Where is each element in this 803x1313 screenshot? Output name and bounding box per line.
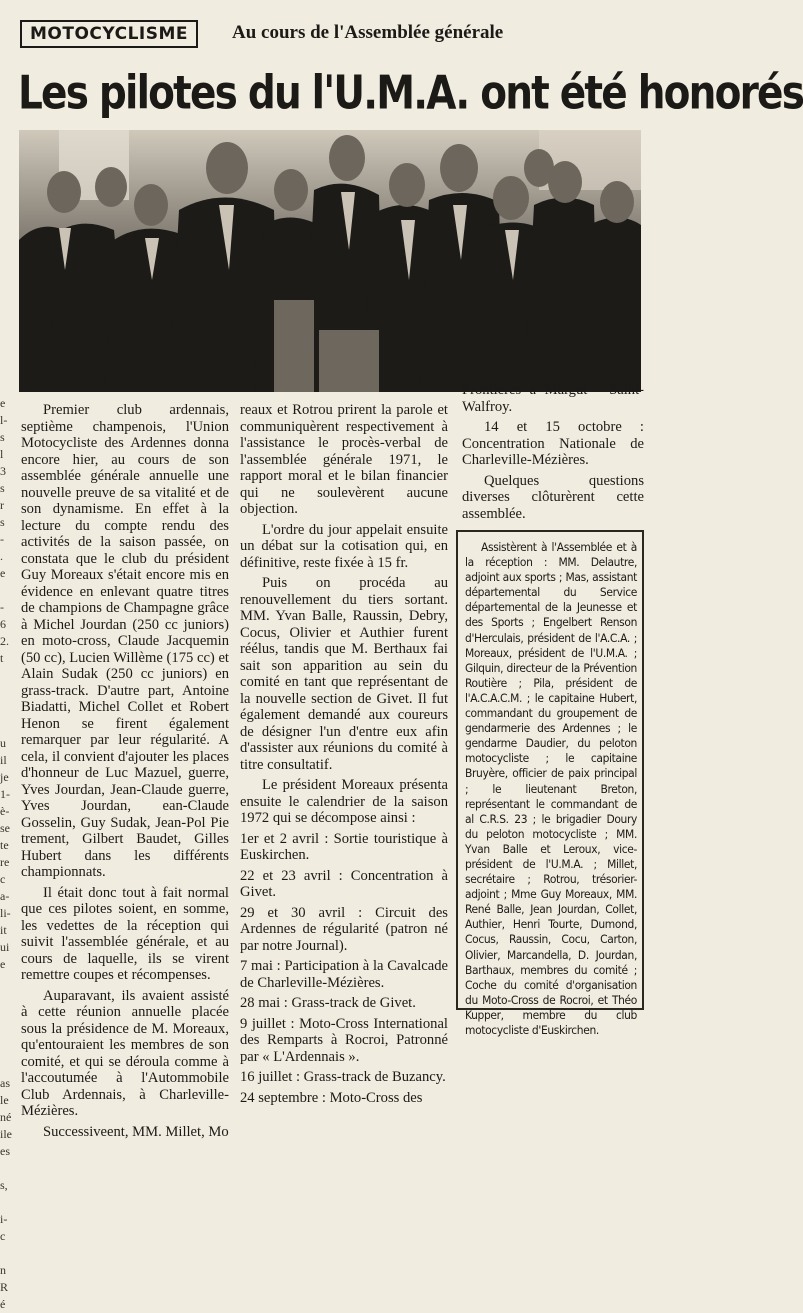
attendees-text: Assistèrent à l'Assemblée et à la réception : MM. Delautre, adjoint aux sports ; Mas, assistant départemental du Service départemental de la Jeunesse et des Sports ; Engelbert Renson d'Herculais, président de l'A.C.A. ; Moreaux, président de l'U.M.A. ; Gilquin, directeur de la Prévention Routière ; Pila, président de l'A.C.A.C.M. ; le capitaine Hubert, commandant du groupement de gendarmerie des Ardennes ; le gendarme Daudier, du peloton motocycliste ; le capitaine Bruyère, officier de paix principal ; le lieutenant Breton, représentant le commandant de al C.R.S. 23 ; le brigadier Doury du peloton motocycliste ; MM. Yvan Balle et Leroux, vice-président de l'U.M.A. ; Millet, secrétaire ; Rotrou, trésorier-adjoint ; Mme Guy Moreaux, MM. René Balle, Jean Jourdan, Collet, Authier, Henri Tourte, Dumond, Cocus, Raussin, Cocu, Carton, Olivier, Marcandella, D. Jourdan, Barthaux, membres du comité ; Coche du comité d'organisation du Moto-Cross de Rocroi, et Théo Kupper, membre du club motocycliste d'Euskirchen. [465,540,637,1037]
headline: Les pilotes du l'U.M.A. ont été honorés [18,67,803,121]
neighbor-column-fragments: e l- s l 3 s r s - . e - 6 2. t u il je 1- è- se te re c a- li- it ui e as le né ile es s, i- c n R é [0,396,12,1311]
group-photo [19,130,641,392]
schedule-item: 29 et 30 avril : Circuit des Ardennes de régularité (patron né par notre Journal). [240,904,448,954]
article-column-3 [462,382,644,526]
schedule-item: 28 mai : Grass-track de Givet. [240,995,416,1011]
paragraph: Quelques questions diverses clôturèrent cette assemblée. [462,472,644,522]
paragraph: Le président Moreaux présenta ensuite le calendrier de la saison 1972 qui se décompose ainsi : [240,777,448,826]
schedule-item: 16 juillet : Grass-track de Buzancy. [240,1069,446,1085]
section-kicker: MOTOCYCLISME [20,20,198,48]
schedule-item: 22 et 23 avril : Concentration à Givet. [240,867,448,900]
paragraph: Il était donc tout à fait normal que ces pilotes soient, en somme, les vedettes de la réception qui suivit l'assemblée générale, et au cours de laquelle, ils se virent remettre coupes et récompenses. [21,884,229,983]
paragraph: Successiveent, MM. Millet, Mo [43,1123,229,1140]
paragraph: Premier club ardennais, septième champenois, l'Union Motocycliste des Ardennes donna encore hier, au cours de son assemblée générale annuelle une nouvelle preuve de sa vitalité et de son dynamisme. En effet à la lecture du compte rendu des activités de la saison passée, on constata que le club du président Guy Moreaux s'était encore mis en évidence en enlevant quatre titres de champions de Champagne grâce à Michel Jourdan (250 cc juniors) en moto-cross, Claude Jacquemin (50 cc), Lucien Willème (175 cc) et Alain Sudak (250 cc juniors) en grass-track. D'autre part, Antoine Biadatti, Michel Collet et Robert Henon se firent également remarquer par leur régularité. A cela, il convient d'ajouter les places d'honneur de Luc Mazuel, guerre, Yves Jourdan, Jean-Claude guerre, Yves Jourdan, ean-Claude Gosselin, Guy Sudak, Jean-Pol Pie trement, Gilbert Baudet, Gilles Hubert dans les différents championnats. [21,402,229,880]
paragraph: Puis on procéda au renouvellement du tiers sortant. MM. Yvan Balle, Raussin, Debry, Cocus, Olivier et Authier furent réélus, tandis que M. Berthaux fai sait son apparition au sein du comité en tant que représentant de la nouvelle section de Givet. Il fut également demandé aux coureurs de désigner l'un d'entre eux afin d'assister aux réunions du comité à titre consultatif. [240,575,448,773]
paragraph: 14 et 15 octobre : Concentration Nationale de Charleville-Mézières. [462,419,644,468]
paragraph: L'ordre du jour appelait ensuite un débat sur la cotisation qui, en définitive, reste fixée à 15 fr. [240,521,448,571]
schedule-item: 1er et 2 avril : Sortie touristique à Euskirchen. [240,830,448,863]
schedule-item: 7 mai : Participation à la Cavalcade de Charleville-Mézières. [240,958,448,991]
section-subtitle: Au cours de l'Assemblée générale [232,22,504,43]
schedule-item: 9 juillet : Moto-Cross International des Remparts à Rocroi, Patronné par « L'Ardennais ». [240,1015,448,1065]
article-column-1 [21,402,229,1144]
article-column-2 [240,402,448,1110]
schedule-item: 24 septembre : Moto-Cross des [240,1089,423,1106]
paragraph: reaux et Rotrou prirent la parole et communiquèrent respectivement à l'assistance le procès-verbal de l'assemblée générale 1971, le rapport moral et le bilan financier qui ne soulevèrent aucune objection. [240,402,448,517]
paragraph: Auparavant, ils avaient assisté à cette réunion annuelle placée sous la présidence de M. Moreaux, qu'entouraient les membres de son comité, et qui se déroula comme à l'accoutumée à l'Autommobile Club Ardennais, à Charleville-Mézières. [21,987,229,1119]
attendees-box [465,540,637,1038]
paragraph: Frontières à Margut - Saint-Walfroy. [462,382,644,415]
group-photo-illustration [19,130,641,392]
